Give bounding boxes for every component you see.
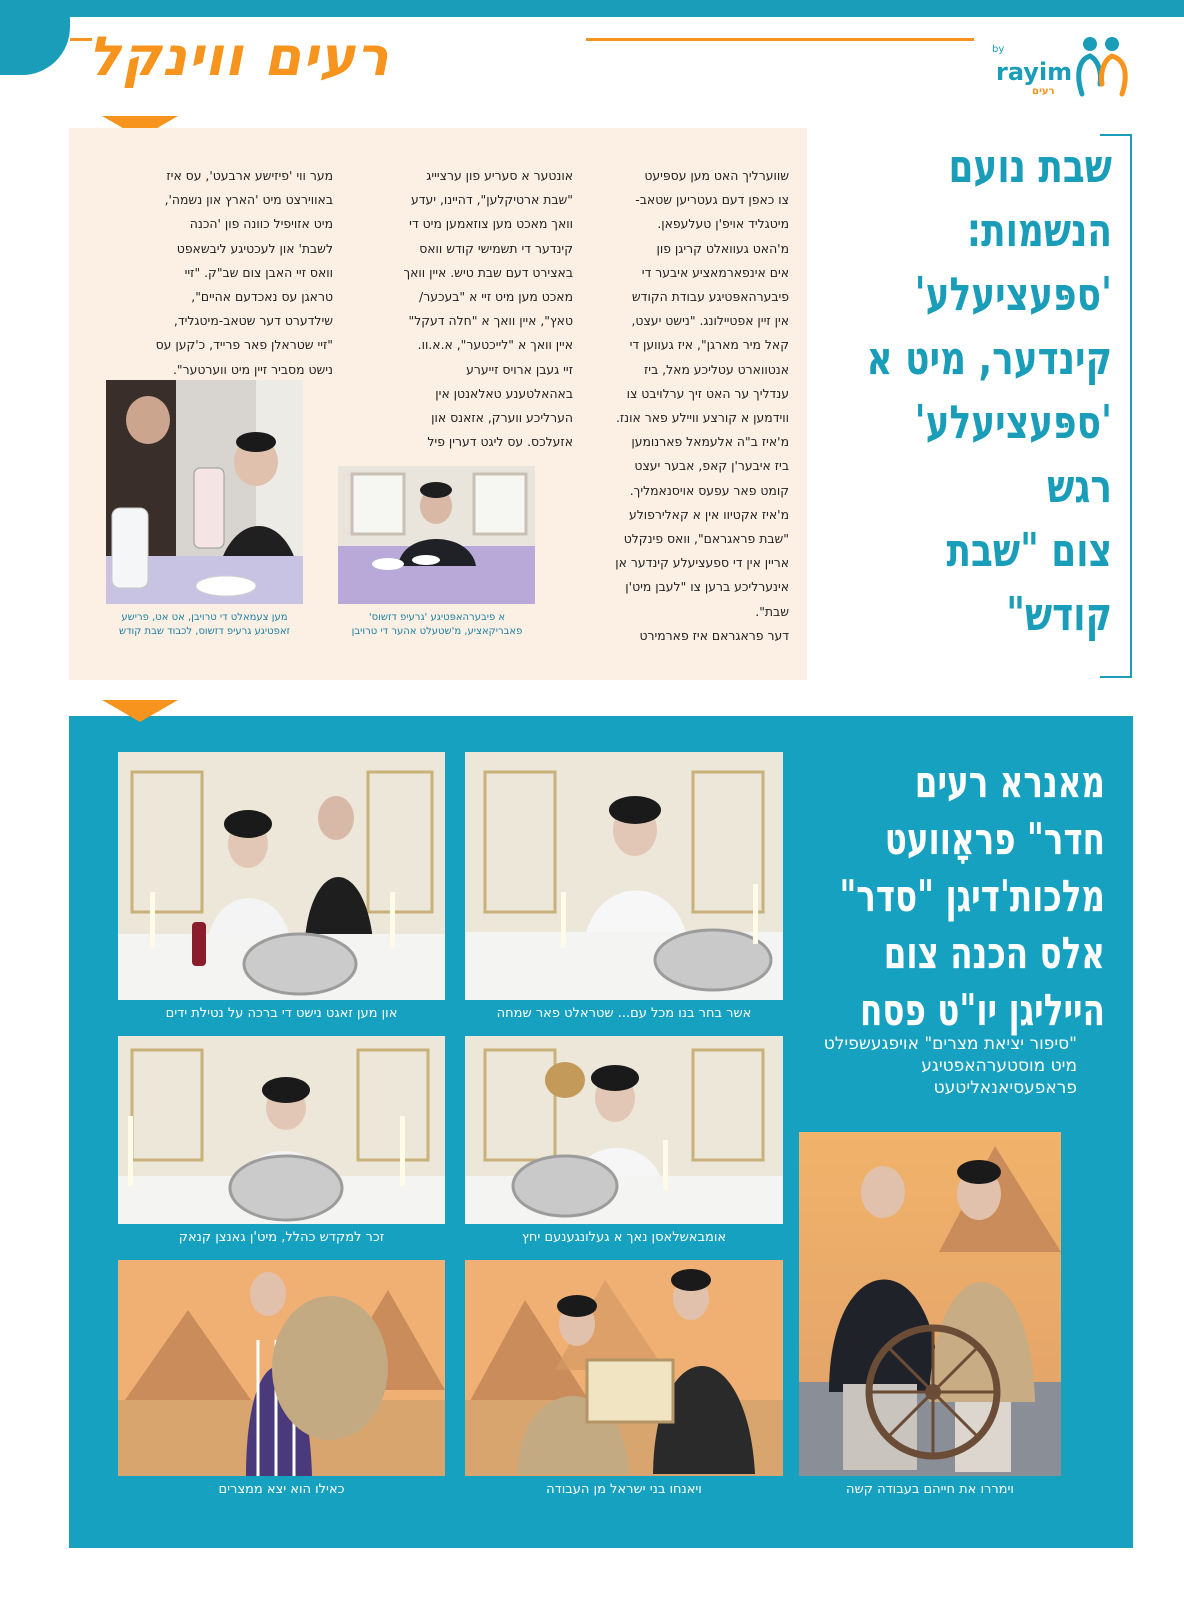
article-text-line: מאכט מען מיט זיי א "בעכער/ <box>419 289 573 305</box>
article-text-line: ביז איבער'ן קאפ, אבער יעצט <box>634 458 789 474</box>
caption-photo-middle: א פיבערהאפּטיגע 'גרעיפ דזשוס' פאבריקאציע, מ'שטעלט אהער די טרויבן <box>351 612 523 637</box>
article-text-line: "זיי שטראלן פאר פרייד, כ'קען עס <box>155 337 333 353</box>
photo-juicing-grapes <box>106 380 303 604</box>
photo-seder-washing <box>118 752 445 1000</box>
article-pesach <box>69 716 1133 1548</box>
article-text-line: מ'האט געוואלט קריגן פון <box>656 240 789 256</box>
article-text-line: טאץ", איין וואך א "חלה דעקל" <box>408 313 573 329</box>
headline-shabbos: שבת נועם הנשמות: 'ספּעציעלע' קינדער, מיט א 'ספּעציעלע' רגש צום "שבת קודש" <box>866 139 1112 641</box>
caption-row3-right: ויאנחו בני ישראל מן העבודה <box>546 1482 702 1497</box>
header-tab <box>0 17 70 75</box>
headline-frame <box>1130 134 1132 678</box>
article-text-line: מ'איז ב"ה אלעמאל פארנומען <box>631 434 789 450</box>
photo-seder-yachatz <box>465 1036 783 1224</box>
article-text-line: זיי געבן ארויס זייערע <box>466 361 573 377</box>
photo-avodah-kashah <box>799 1132 1061 1476</box>
article-text-line: לשבת' און לעכטיגע ליבשאפט <box>176 240 333 256</box>
article-text-line: שווערליך האט מען עספּיעט <box>644 168 789 183</box>
photo-seder-korech <box>118 1036 445 1224</box>
article-text-line: אינערליכע ברען צו "לעבן מיט'ן <box>625 579 789 595</box>
section-arrow-bottom <box>102 700 178 722</box>
article-text-line: "שבת ארטיקלען", דהיינו, יעדע <box>410 192 573 208</box>
headline-frame-bottom <box>1100 676 1132 678</box>
article-text-line: שילדערט דער שטאב-מיטגליד, <box>173 313 333 329</box>
caption-row1-left: און מען זאגט נישט די ברכה על נטילת ידים <box>165 1006 398 1021</box>
article-text-line: טראגן עס נאכדעם אהיים", <box>191 289 333 305</box>
article-text-line: נישט מסביר זיין מיט ווערטער". <box>172 361 333 377</box>
photo-leaving-egypt <box>118 1260 445 1476</box>
photo-boy-at-table <box>338 466 535 604</box>
article-text-line: אין זיין אפטיילונג. "נישט יעצט, <box>631 313 789 329</box>
header-rule-right <box>586 38 974 41</box>
headline-box-shabbos <box>840 134 1132 678</box>
top-bar <box>0 0 1184 17</box>
article-text-line: איין וואך א "לייכטער", א.א.וו. <box>417 337 573 353</box>
article-text-line: באווירצט מיט 'הארץ און נשמה', <box>164 192 333 208</box>
headline-pesach: מאנרא רעים חדר" פראָוועט מלכות'דיגן "סדר" אלס הכנה צום הייליגן יו"ט פסח <box>839 757 1105 1036</box>
section-title: רעים ווינקל <box>88 25 390 88</box>
article-text-line: ווידמען א קורצע וויילע פאר אונז. <box>615 410 789 426</box>
photo-carrying-box <box>465 1260 783 1476</box>
article-column-left <box>105 164 333 382</box>
article-text-line: אנטווארט עטליכע מאל, ביז <box>644 361 789 377</box>
logo-sub: רעים <box>1032 86 1055 97</box>
article-text-line: ענדליך ער האט זיך ערלויבט צו <box>626 385 789 401</box>
photo-seder-kiddush <box>465 752 783 1000</box>
article-text-line: אריין אין די ספעציעלע קינדער אן <box>615 555 789 571</box>
article-column-right <box>557 164 789 648</box>
article-shabbos <box>69 128 807 680</box>
article-text-line: אים אינפארמאציע איבער די <box>641 264 789 280</box>
article-text-line: אזעלכס. עס ליגט דערין פיל <box>427 434 573 450</box>
article-text-line: שבת". <box>755 603 789 619</box>
caption-row2-left: זכר למקדש כהלל, מיט'ן גאנצן קנאק <box>178 1230 385 1245</box>
article-text-line: פיבערהאפּטיגע עבודת הקודש <box>631 289 789 305</box>
article-text-line: באצירט דעם שבת טיש. איין וואך <box>403 264 573 280</box>
article-text-line: אונטער א סעריע פון ערציייג <box>426 168 573 183</box>
caption-photo-left: מען צעמאלט די טרויבן, אט אט, פרישע זאפטיגע גרעיפ דזשוס, לכבוד שבת קודש <box>118 612 291 637</box>
caption-row2-right: אומבאשלאסן נאך א געלונגענעם יחץ <box>521 1230 727 1245</box>
caption-big: וימררו את חייהם בעבודה קשה <box>846 1482 1014 1497</box>
article-text-line: באהאלטענע טאלאנטן אין <box>435 385 573 401</box>
caption-row1-right: אשר בחר בנו מכל עם... שטראלט פאר שמחה <box>496 1006 752 1021</box>
subheadline-pesach: "סיפור יציאת מצרים" אויפגעשפילט מיט מוסטערהאפטיגע פראפעסיאנאליטעט <box>823 1034 1077 1098</box>
article-text-line: מיטגליד אויפ'ן טעלעפאן. <box>657 216 789 232</box>
article-text-line: מיט אזויפיל כוונה פון 'הכנה <box>189 216 333 232</box>
article-text-line: קאל מיר מארגן", איז געווען די <box>629 337 789 353</box>
article-text-line: "שבת פראגראם", וואס פינקלט <box>623 531 789 547</box>
article-text-line: מ'איז אקטיוו אין א קאלירפולע <box>628 506 789 522</box>
article-text-line: קינדער די תשמישי קודש וואס <box>419 240 573 256</box>
article-column-middle <box>361 164 573 454</box>
article-text-line: מער ווי 'פיזישע ארבעט', עס איז <box>166 168 333 183</box>
article-text-line: דער פראגראם איז פארמירט <box>639 627 789 643</box>
logo-word: rayim <box>996 58 1073 86</box>
article-text-line: קומט פאר עפעס אויסנאמליך. <box>629 482 789 498</box>
article-text-line: הערליכע ווערק, אזאנס און <box>431 410 573 426</box>
rayim-logo <box>992 32 1132 102</box>
logo-by: by <box>992 44 1005 55</box>
article-text-line: וואך מאכט מען צוזאמען מיט די <box>409 216 573 232</box>
article-text-line: וואס זיי האבן צום שב"ק. "זיי <box>184 264 333 280</box>
article-text-line: צו כאפן דעם געטריען שטאב- <box>635 192 789 208</box>
caption-row3-left: כאילו הוא יצא ממצרים <box>218 1482 345 1497</box>
people-icon <box>1072 32 1132 102</box>
